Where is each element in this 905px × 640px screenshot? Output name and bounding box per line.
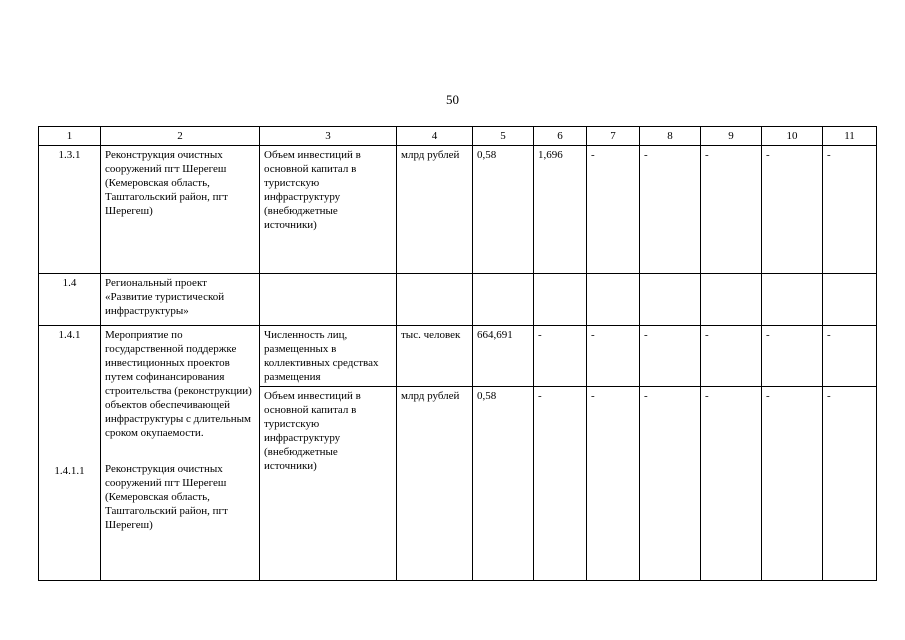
row-number: 1.4 <box>39 274 101 326</box>
indicator-name: Объем инвестиций в основной капитал в туристскую инфраструктуру (внебюджетные источники) <box>260 146 397 274</box>
measure-name-cell <box>101 326 260 581</box>
unit-cell: млрд рублей <box>397 146 473 274</box>
column-header: 2 <box>101 127 260 146</box>
data-table <box>38 126 877 581</box>
value-cell: 0,58 <box>473 387 534 581</box>
sub-measure-name: Реконструкция очистных сооружений пгт Шерегеш (Кемеровская область, Таштагольский район, пгт Шерегеш) <box>105 463 228 531</box>
value-cell: - <box>823 326 877 387</box>
column-header: 3 <box>260 127 397 146</box>
value-cell: - <box>701 326 762 387</box>
value-cell: 664,691 <box>473 326 534 387</box>
value-cell: 1,696 <box>534 146 587 274</box>
unit-cell: млрд рублей <box>397 387 473 581</box>
row-number-cell <box>39 326 101 581</box>
measure-name: Реконструкция очистных сооружений пгт Шерегеш (Кемеровская область, Таштагольский район, пгт Шерегеш) <box>101 146 260 274</box>
column-header: 10 <box>762 127 823 146</box>
column-header: 1 <box>39 127 101 146</box>
unit-cell: тыс. человек <box>397 326 473 387</box>
value-cell: - <box>587 387 640 581</box>
value-cell: - <box>701 387 762 581</box>
value-cell: - <box>823 146 877 274</box>
indicator-name: Численность лиц, размещенных в коллективных средствах размещения <box>260 326 397 387</box>
value-cell: - <box>762 326 823 387</box>
value-cell: 0,58 <box>473 146 534 274</box>
column-header: 7 <box>587 127 640 146</box>
table-row <box>39 326 877 387</box>
value-cell: - <box>762 146 823 274</box>
value-cell: - <box>823 387 877 581</box>
sub-row-number: 1.4.1.1 <box>54 465 85 477</box>
column-header: 8 <box>640 127 701 146</box>
page-number: 50 <box>446 92 459 107</box>
value-cell: - <box>640 387 701 581</box>
measure-name: Мероприятие по государственной поддержке инвестиционных проектов путем софинансирования строительства (реконструкции) объектов обеспечивающей инфраструктуры с длительным сроком окупаемости. <box>105 329 252 439</box>
column-header: 5 <box>473 127 534 146</box>
column-header: 9 <box>701 127 762 146</box>
value-cell: - <box>534 387 587 581</box>
row-number: 1.3.1 <box>39 146 101 274</box>
value-cell: - <box>587 146 640 274</box>
value-cell: - <box>640 146 701 274</box>
table-row <box>39 274 877 326</box>
value-cell: - <box>762 387 823 581</box>
value-cell: - <box>587 326 640 387</box>
indicator-name: Объем инвестиций в основной капитал в туристскую инфраструктуру (внебюджетные источники) <box>260 387 397 581</box>
header-row <box>39 127 877 146</box>
project-name: Региональный проект «Развитие туристической инфраструктуры» <box>101 274 260 326</box>
column-header: 11 <box>823 127 877 146</box>
column-header: 4 <box>397 127 473 146</box>
table-row <box>39 146 877 274</box>
value-cell: - <box>640 326 701 387</box>
value-cell: - <box>701 146 762 274</box>
row-number: 1.4.1 <box>58 329 81 341</box>
value-cell: - <box>534 326 587 387</box>
column-header: 6 <box>534 127 587 146</box>
